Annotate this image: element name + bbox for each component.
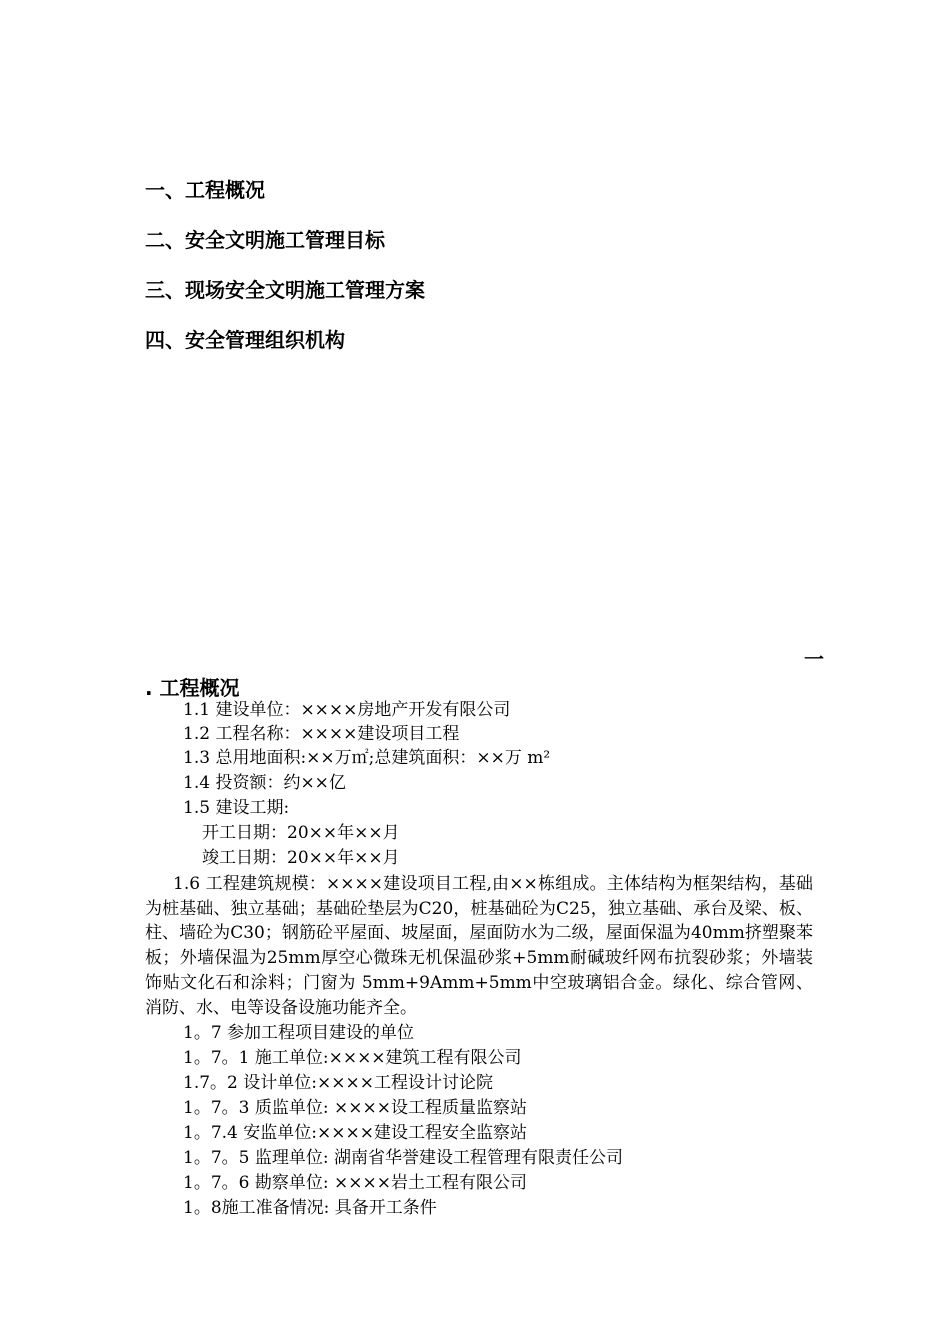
building-scale-paragraph bbox=[145, 872, 813, 1020]
end-date: 竣工日期：20××年××月 bbox=[202, 848, 400, 868]
item-schedule: 1.5 建设工期: bbox=[183, 798, 290, 818]
toc-item: 二、安全文明施工管理目标 bbox=[145, 228, 385, 252]
unit-supervision: 1。7。5 监理单位: 湖南省华誉建设工程管理有限责任公司 bbox=[183, 1148, 623, 1168]
unit-design: 1.7。2 设计单位:××××工程设计讨论院 bbox=[183, 1073, 493, 1093]
unit-safety: 1。7.4 安监单位:××××建设工程安全监察站 bbox=[183, 1123, 527, 1143]
unit-survey: 1。7。6 勘察单位: ××××岩土工程有限公司 bbox=[183, 1173, 527, 1193]
start-date: 开工日期：20××年××月 bbox=[202, 823, 400, 843]
units-heading: 1。7 参加工程项目建设的单位 bbox=[183, 1023, 415, 1043]
unit-construction: 1。7。1 施工单位:××××建筑工程有限公司 bbox=[183, 1048, 522, 1068]
section-number: 一 bbox=[804, 647, 824, 671]
item-builder: 1.1 建设单位：××××房地产开发有限公司 bbox=[183, 700, 511, 720]
toc-item: 四、安全管理组织机构 bbox=[145, 328, 345, 352]
item-project-name: 1.2 工程名称：××××建设项目工程 bbox=[183, 724, 460, 744]
section-title: . 工程概况 bbox=[145, 676, 240, 700]
toc-item: 一、工程概况 bbox=[145, 178, 265, 202]
item-investment: 1.4 投资额：约××亿 bbox=[183, 773, 346, 793]
building-scale-text: 1.6 工程建筑规模：××××建设项目工程,由××栋组成。主体结构为框架结构，基础为桩基础、独立基础；基础砼垫层为C20，桩基础砼为C25，独立基础、承台及梁、板、柱、墙砼为C30；钢筋砼平屋面、坡屋面，屋面防水为二级，屋面保温为40mm挤塑聚苯板；外墙保温为25mm厚空心微珠无机保温砂浆+5mm耐碱玻纤网布抗裂砂浆；外墙装饰贴文化石和涂料；门窗为 5mm+9Amm+5mm中空玻璃铝合金。绿化、综合管网、消防、水、电等设备设施功能齐全。 bbox=[145, 874, 813, 1018]
preparation-status: 1。8施工准备情况: 具备开工条件 bbox=[183, 1198, 437, 1218]
item-area: 1.3 总用地面积:××万㎡;总建筑面积：××万 m² bbox=[183, 748, 551, 768]
unit-quality: 1。7。3 质监单位: ××××设工程质量监察站 bbox=[183, 1098, 527, 1118]
toc-item: 三、现场安全文明施工管理方案 bbox=[145, 278, 425, 302]
